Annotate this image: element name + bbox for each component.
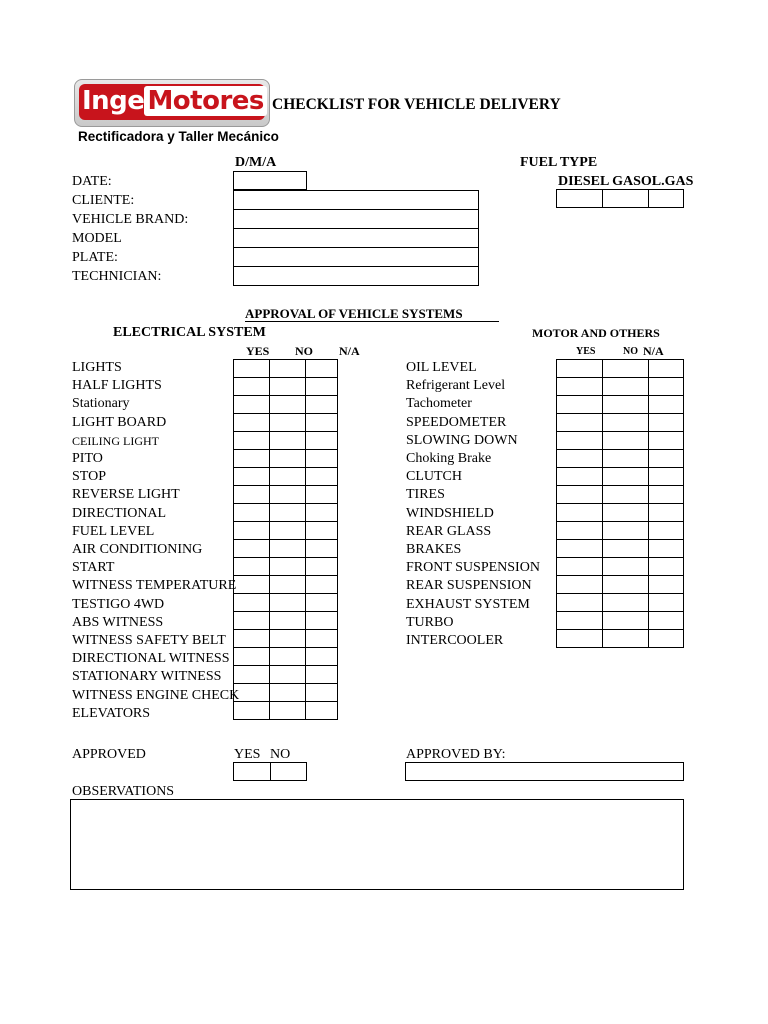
motor-grid <box>556 359 684 648</box>
motor-na-cell[interactable] <box>648 486 683 504</box>
fuel-options-label: DIESEL GASOL.GAS <box>558 174 694 189</box>
electrical-item-label: WITNESS SAFETY BELT <box>72 633 226 648</box>
motor-item-label: Refrigerant Level <box>406 378 506 394</box>
motor-col-no: NO <box>623 346 638 357</box>
motor-yes-cell[interactable] <box>557 486 603 504</box>
electrical-na-cell[interactable] <box>306 630 338 648</box>
electrical-no-cell[interactable] <box>269 504 306 522</box>
motor-yes-cell[interactable] <box>557 630 603 648</box>
electrical-yes-cell[interactable] <box>234 540 270 558</box>
electrical-yes-cell[interactable] <box>234 630 270 648</box>
electrical-item-label: HALF LIGHTS <box>72 378 162 394</box>
motor-yes-cell[interactable] <box>557 522 603 540</box>
electrical-item-label: ELEVATORS <box>72 705 151 721</box>
electrical-no-cell[interactable] <box>269 594 306 612</box>
client-field[interactable] <box>234 191 478 208</box>
motor-na-cell[interactable] <box>648 522 683 540</box>
electrical-item-label: WITNESS TEMPERATURE <box>72 578 237 594</box>
motor-item-label: REAR GLASS <box>406 523 492 539</box>
electrical-yes-cell[interactable] <box>234 360 270 378</box>
motor-na-cell[interactable] <box>648 468 683 486</box>
motor-item-label: CLUTCH <box>406 469 462 485</box>
electrical-grid-row <box>234 612 338 630</box>
electrical-item-label: DIRECTIONAL WITNESS <box>72 651 230 667</box>
motor-grid-row <box>557 540 684 558</box>
motor-item-label: WINDSHIELD <box>406 505 494 521</box>
electrical-yes-cell[interactable] <box>234 522 270 540</box>
electrical-na-cell[interactable] <box>306 648 338 666</box>
technician-field[interactable] <box>234 267 478 284</box>
electrical-na-cell[interactable] <box>306 522 338 540</box>
date-field[interactable] <box>233 171 307 190</box>
fuel-gasoline-cell[interactable] <box>603 190 648 208</box>
motor-no-cell[interactable] <box>603 360 648 378</box>
electrical-system-title: ELECTRICAL SYSTEM <box>113 325 266 340</box>
motor-no-cell[interactable] <box>603 486 648 504</box>
motor-na-cell[interactable] <box>648 450 683 468</box>
electrical-no-cell[interactable] <box>269 432 306 450</box>
observations-field[interactable] <box>70 799 684 890</box>
electrical-yes-cell[interactable] <box>234 504 270 522</box>
motor-grid-row <box>557 630 684 648</box>
electrical-yes-cell[interactable] <box>234 432 270 450</box>
model-label: MODEL <box>72 231 122 246</box>
approved-yes-cell[interactable] <box>234 763 271 781</box>
motor-grid-row <box>557 396 684 414</box>
motor-na-cell[interactable] <box>648 630 683 648</box>
electrical-grid-row <box>234 414 338 432</box>
electrical-grid-row <box>234 522 338 540</box>
electrical-grid-row <box>234 486 338 504</box>
electrical-na-cell[interactable] <box>306 504 338 522</box>
technician-label: TECHNICIAN: <box>72 269 162 284</box>
motor-yes-cell[interactable] <box>557 504 603 522</box>
motor-grid-row <box>557 432 684 450</box>
motor-grid-row <box>557 468 684 486</box>
electrical-yes-cell[interactable] <box>234 612 270 630</box>
motor-section-title: MOTOR AND OTHERS <box>532 326 660 340</box>
electrical-no-cell[interactable] <box>269 522 306 540</box>
motor-item-label: OIL LEVEL <box>406 360 477 375</box>
electrical-col-yes: YES <box>246 344 270 358</box>
motor-no-cell[interactable] <box>603 594 648 612</box>
electrical-na-cell[interactable] <box>306 414 338 432</box>
motor-item-label: BRAKES <box>406 542 462 557</box>
motor-yes-cell[interactable] <box>557 378 603 396</box>
electrical-grid-row <box>234 558 338 576</box>
approved-grid <box>233 762 307 781</box>
motor-yes-cell[interactable] <box>557 540 603 558</box>
motor-no-cell[interactable] <box>603 468 648 486</box>
motor-no-cell[interactable] <box>603 576 648 594</box>
motor-no-cell[interactable] <box>603 612 648 630</box>
electrical-item-label: AIR CONDITIONING <box>72 542 203 557</box>
electrical-na-cell[interactable] <box>306 378 338 396</box>
motor-no-cell[interactable] <box>603 504 648 522</box>
vehicle-brand-label: VEHICLE BRAND: <box>72 212 189 227</box>
motor-item-label: TURBO <box>406 614 454 630</box>
electrical-grid-row <box>234 648 338 666</box>
motor-grid-row <box>557 576 684 594</box>
motor-item-label: Choking Brake <box>406 451 492 466</box>
electrical-item-label: WITNESS ENGINE CHECK <box>72 687 240 703</box>
electrical-grid-row <box>234 450 338 468</box>
electrical-no-cell[interactable] <box>269 540 306 558</box>
motor-yes-cell[interactable] <box>557 450 603 468</box>
client-label: CLIENTE: <box>72 193 135 208</box>
electrical-yes-cell[interactable] <box>234 450 270 468</box>
electrical-yes-cell[interactable] <box>234 414 270 432</box>
motor-col-na: N/A <box>643 344 664 358</box>
electrical-col-na: N/A <box>339 344 360 358</box>
motor-no-cell[interactable] <box>603 450 648 468</box>
motor-grid-row <box>557 360 684 378</box>
motor-grid-row <box>557 594 684 612</box>
logo-brand-text <box>82 82 267 120</box>
electrical-grid-row <box>234 576 338 594</box>
electrical-no-cell[interactable] <box>269 684 306 702</box>
electrical-no-cell[interactable] <box>269 648 306 666</box>
motor-na-cell[interactable] <box>648 558 683 576</box>
approved-no-cell[interactable] <box>270 763 307 781</box>
electrical-no-cell[interactable] <box>269 576 306 594</box>
logo-brand-part-1: Inge <box>82 86 145 116</box>
motor-yes-cell[interactable] <box>557 396 603 414</box>
motor-item-label: EXHAUST SYSTEM <box>406 596 530 612</box>
vehicle-brand-field[interactable] <box>234 210 478 227</box>
electrical-no-cell[interactable] <box>269 630 306 648</box>
electrical-grid-row <box>234 432 338 450</box>
observations-label: OBSERVATIONS <box>72 784 175 799</box>
electrical-na-cell[interactable] <box>306 684 338 702</box>
logo-brand-part-2: Motores <box>144 86 266 116</box>
electrical-item-label: CEILING LIGHT <box>72 433 159 448</box>
motor-yes-cell[interactable] <box>557 558 603 576</box>
motor-na-cell[interactable] <box>648 414 683 432</box>
motor-grid-row <box>557 558 684 576</box>
electrical-no-cell[interactable] <box>269 486 306 504</box>
plate-field[interactable] <box>234 248 478 265</box>
electrical-yes-cell[interactable] <box>234 648 270 666</box>
motor-grid-row <box>557 504 684 522</box>
motor-item-label: INTERCOOLER <box>406 633 504 648</box>
electrical-no-cell[interactable] <box>269 414 306 432</box>
electrical-yes-cell[interactable] <box>234 468 270 486</box>
electrical-item-label: LIGHT BOARD <box>72 414 167 430</box>
electrical-yes-cell[interactable] <box>234 396 270 414</box>
electrical-item-label: TESTIGO 4WD <box>72 596 165 612</box>
motor-na-cell[interactable] <box>648 432 683 450</box>
motor-col-yes: YES <box>576 346 596 357</box>
electrical-grid-row <box>234 378 338 396</box>
motor-grid-row <box>557 378 684 396</box>
electrical-no-cell[interactable] <box>269 666 306 684</box>
electrical-item-label: START <box>72 560 115 576</box>
approved-by-label: APPROVED BY: <box>406 747 506 762</box>
electrical-grid-row <box>234 468 338 486</box>
motor-no-cell[interactable] <box>603 522 648 540</box>
fuel-diesel-cell[interactable] <box>557 190 603 208</box>
motor-no-cell[interactable] <box>603 432 648 450</box>
electrical-na-cell[interactable] <box>306 450 338 468</box>
motor-item-label: TIRES <box>406 487 445 503</box>
electrical-grid-row <box>234 630 338 648</box>
motor-yes-cell[interactable] <box>557 576 603 594</box>
motor-na-cell[interactable] <box>648 504 683 522</box>
motor-item-label: REAR SUSPENSION <box>406 578 532 594</box>
electrical-yes-cell[interactable] <box>234 702 270 720</box>
approved-no-label: NO <box>270 747 291 762</box>
electrical-yes-cell[interactable] <box>234 594 270 612</box>
electrical-col-no: NO <box>295 344 313 358</box>
fuel-type-grid <box>556 189 684 208</box>
electrical-grid-row <box>234 360 338 378</box>
electrical-na-cell[interactable] <box>306 558 338 576</box>
motor-grid-row <box>557 486 684 504</box>
motor-na-cell[interactable] <box>648 360 683 378</box>
motor-na-cell[interactable] <box>648 576 683 594</box>
electrical-grid-row <box>234 540 338 558</box>
motor-no-cell[interactable] <box>603 396 648 414</box>
motor-grid-row <box>557 414 684 432</box>
electrical-na-cell[interactable] <box>306 486 338 504</box>
motor-yes-cell[interactable] <box>557 468 603 486</box>
fuel-type-label: FUEL TYPE <box>520 155 598 170</box>
motor-grid-row <box>557 522 684 540</box>
electrical-item-label: ABS WITNESS <box>72 614 164 630</box>
electrical-item-label: DIRECTIONAL <box>72 505 167 521</box>
model-field[interactable] <box>234 229 478 246</box>
logo-subtitle: Rectificadora y Taller Mecánico <box>78 129 279 144</box>
motor-grid-row <box>557 612 684 630</box>
motor-no-cell[interactable] <box>603 378 648 396</box>
electrical-grid <box>233 359 338 720</box>
motor-yes-cell[interactable] <box>557 594 603 612</box>
electrical-no-cell[interactable] <box>269 450 306 468</box>
electrical-grid-row <box>234 702 338 720</box>
electrical-na-cell[interactable] <box>306 540 338 558</box>
electrical-no-cell[interactable] <box>269 378 306 396</box>
electrical-na-cell[interactable] <box>306 396 338 414</box>
electrical-no-cell[interactable] <box>269 612 306 630</box>
motor-yes-cell[interactable] <box>557 360 603 378</box>
approved-label: APPROVED <box>72 747 146 762</box>
motor-yes-cell[interactable] <box>557 432 603 450</box>
electrical-yes-cell[interactable] <box>234 378 270 396</box>
electrical-na-cell[interactable] <box>306 468 338 486</box>
date-label: DATE: <box>72 174 112 189</box>
electrical-item-label: REVERSE LIGHT <box>72 487 180 503</box>
approval-section-title: APPROVAL OF VEHICLE SYSTEMS <box>245 306 499 322</box>
fuel-gas-cell[interactable] <box>648 190 683 208</box>
electrical-no-cell[interactable] <box>269 360 306 378</box>
electrical-yes-cell[interactable] <box>234 558 270 576</box>
approved-by-field[interactable] <box>405 762 684 781</box>
electrical-no-cell[interactable] <box>269 558 306 576</box>
plate-label: PLATE: <box>72 250 118 265</box>
motor-no-cell[interactable] <box>603 540 648 558</box>
electrical-na-cell[interactable] <box>306 702 338 720</box>
electrical-yes-cell[interactable] <box>234 666 270 684</box>
electrical-item-label: STOP <box>72 469 106 485</box>
motor-na-cell[interactable] <box>648 396 683 414</box>
motor-na-cell[interactable] <box>648 594 683 612</box>
electrical-yes-cell[interactable] <box>234 486 270 504</box>
electrical-na-cell[interactable] <box>306 666 338 684</box>
electrical-grid-row <box>234 666 338 684</box>
motor-na-cell[interactable] <box>648 378 683 396</box>
motor-item-label: FRONT SUSPENSION <box>406 560 540 576</box>
electrical-grid-row <box>234 396 338 414</box>
electrical-yes-cell[interactable] <box>234 684 270 702</box>
motor-yes-cell[interactable] <box>557 414 603 432</box>
electrical-no-cell[interactable] <box>269 702 306 720</box>
motor-na-cell[interactable] <box>648 540 683 558</box>
form-title: CHECKLIST FOR VEHICLE DELIVERY <box>272 96 561 113</box>
electrical-item-label: LIGHTS <box>72 360 122 375</box>
electrical-na-cell[interactable] <box>306 360 338 378</box>
motor-na-cell[interactable] <box>648 612 683 630</box>
motor-item-label: Tachometer <box>406 396 472 412</box>
date-format-label: D/M/A <box>235 155 277 170</box>
approved-yes-label: YES <box>234 747 261 762</box>
electrical-item-label: PITO <box>72 451 103 466</box>
electrical-na-cell[interactable] <box>306 432 338 450</box>
electrical-item-label: FUEL LEVEL <box>72 523 155 539</box>
electrical-grid-row <box>234 504 338 522</box>
motor-yes-cell[interactable] <box>557 612 603 630</box>
motor-no-cell[interactable] <box>603 414 648 432</box>
electrical-na-cell[interactable] <box>306 594 338 612</box>
electrical-item-label: Stationary <box>72 396 130 412</box>
electrical-no-cell[interactable] <box>269 468 306 486</box>
motor-no-cell[interactable] <box>603 558 648 576</box>
motor-no-cell[interactable] <box>603 630 648 648</box>
electrical-item-label: STATIONARY WITNESS <box>72 669 222 685</box>
electrical-na-cell[interactable] <box>306 612 338 630</box>
electrical-grid-row <box>234 594 338 612</box>
motor-item-label: SPEEDOMETER <box>406 414 507 430</box>
motor-grid-row <box>557 450 684 468</box>
electrical-no-cell[interactable] <box>269 396 306 414</box>
motor-item-label: SLOWING DOWN <box>406 432 518 448</box>
electrical-yes-cell[interactable] <box>234 576 270 594</box>
electrical-na-cell[interactable] <box>306 576 338 594</box>
electrical-grid-row <box>234 684 338 702</box>
